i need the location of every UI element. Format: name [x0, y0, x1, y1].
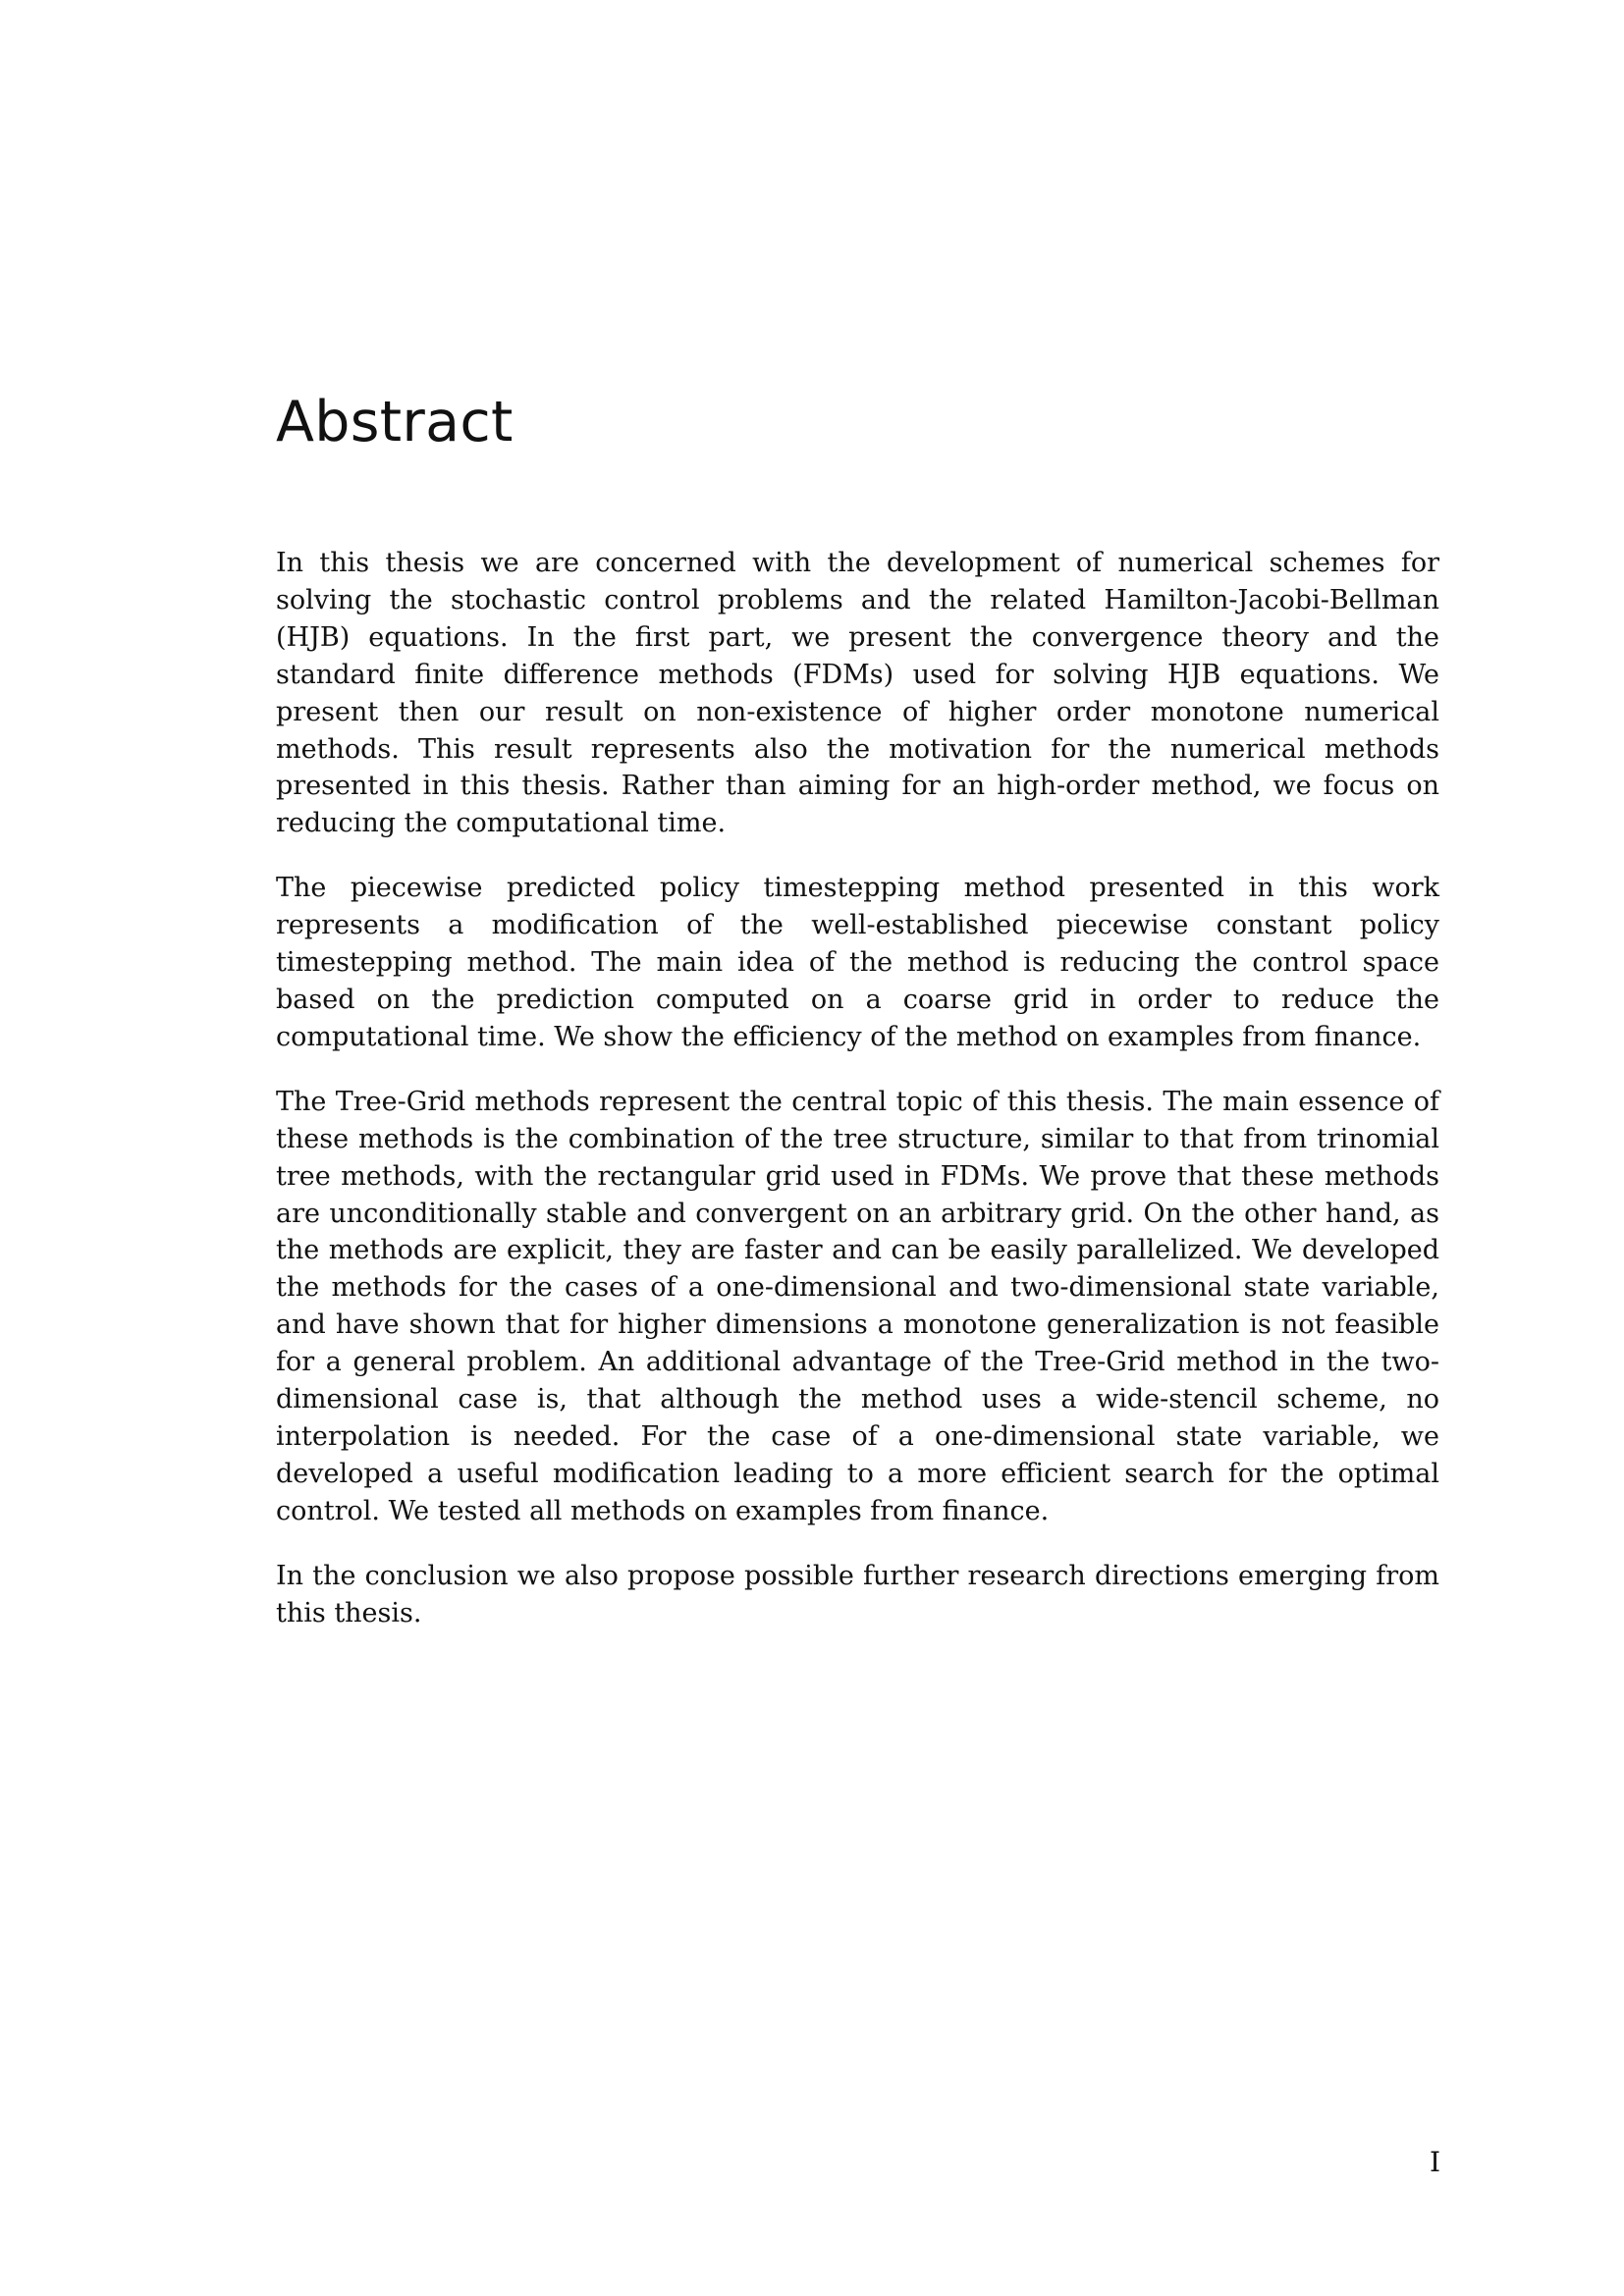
- abstract-paragraph-3: The Tree-Grid methods represent the central topic of this thesis. The main essence of these methods is the combination of the tree structure, similar to that from trinomial tree methods, with the rectangular grid used in FDMs. We prove that these methods are unconditionally stable and convergent on an arbitrary grid. On the other hand, as the methods are explicit, they are faster and can be easily parallelized. We developed the methods for the cases of a one-dimensional and two-dimensional state variable, and have shown that for higher dimensions a monotone generalization is not feasible for a general problem. An additional advantage of the Tree-Grid method in the two-dimensional case is, that although the method uses a wide-stencil scheme, no interpolation is needed. For the case of a one-dimensional state variable, we developed a useful modification leading to a more efficient search for the optimal control. We tested all methods on examples from finance.: [276, 1086, 1439, 1526]
- page-title: Abstract: [276, 390, 514, 454]
- abstract-paragraph-4: In the conclusion we also propose possible further research directions emerging from this thesis.: [276, 1560, 1439, 1629]
- abstract-paragraph-2: The piecewise predicted policy timestepping method presented in this work represents a modification of the well-established piecewise constant policy timestepping method. The main idea of the method is reducing the control space based on the prediction computed on a coarse grid in order to reduce the computational time. We show the efficiency of the method on examples from finance.: [276, 873, 1439, 1052]
- abstract-paragraph-1: In this thesis we are concerned with the development of numerical schemes for solving the stochastic control problems and the related Hamilton-Jacobi-Bellman (HJB) equations. In the first part, we present the convergence theory and the standard finite difference methods (FDMs) used for solving HJB equations. We present then our result on non-existence of higher order monotone numerical methods. This result represents also the motivation for the numerical methods presented in this thesis. Rather than aiming for an high-order method, we focus on reducing the computational time.: [276, 548, 1439, 839]
- page-number: I: [1429, 2146, 1440, 2178]
- abstract-body: [276, 545, 1439, 1659]
